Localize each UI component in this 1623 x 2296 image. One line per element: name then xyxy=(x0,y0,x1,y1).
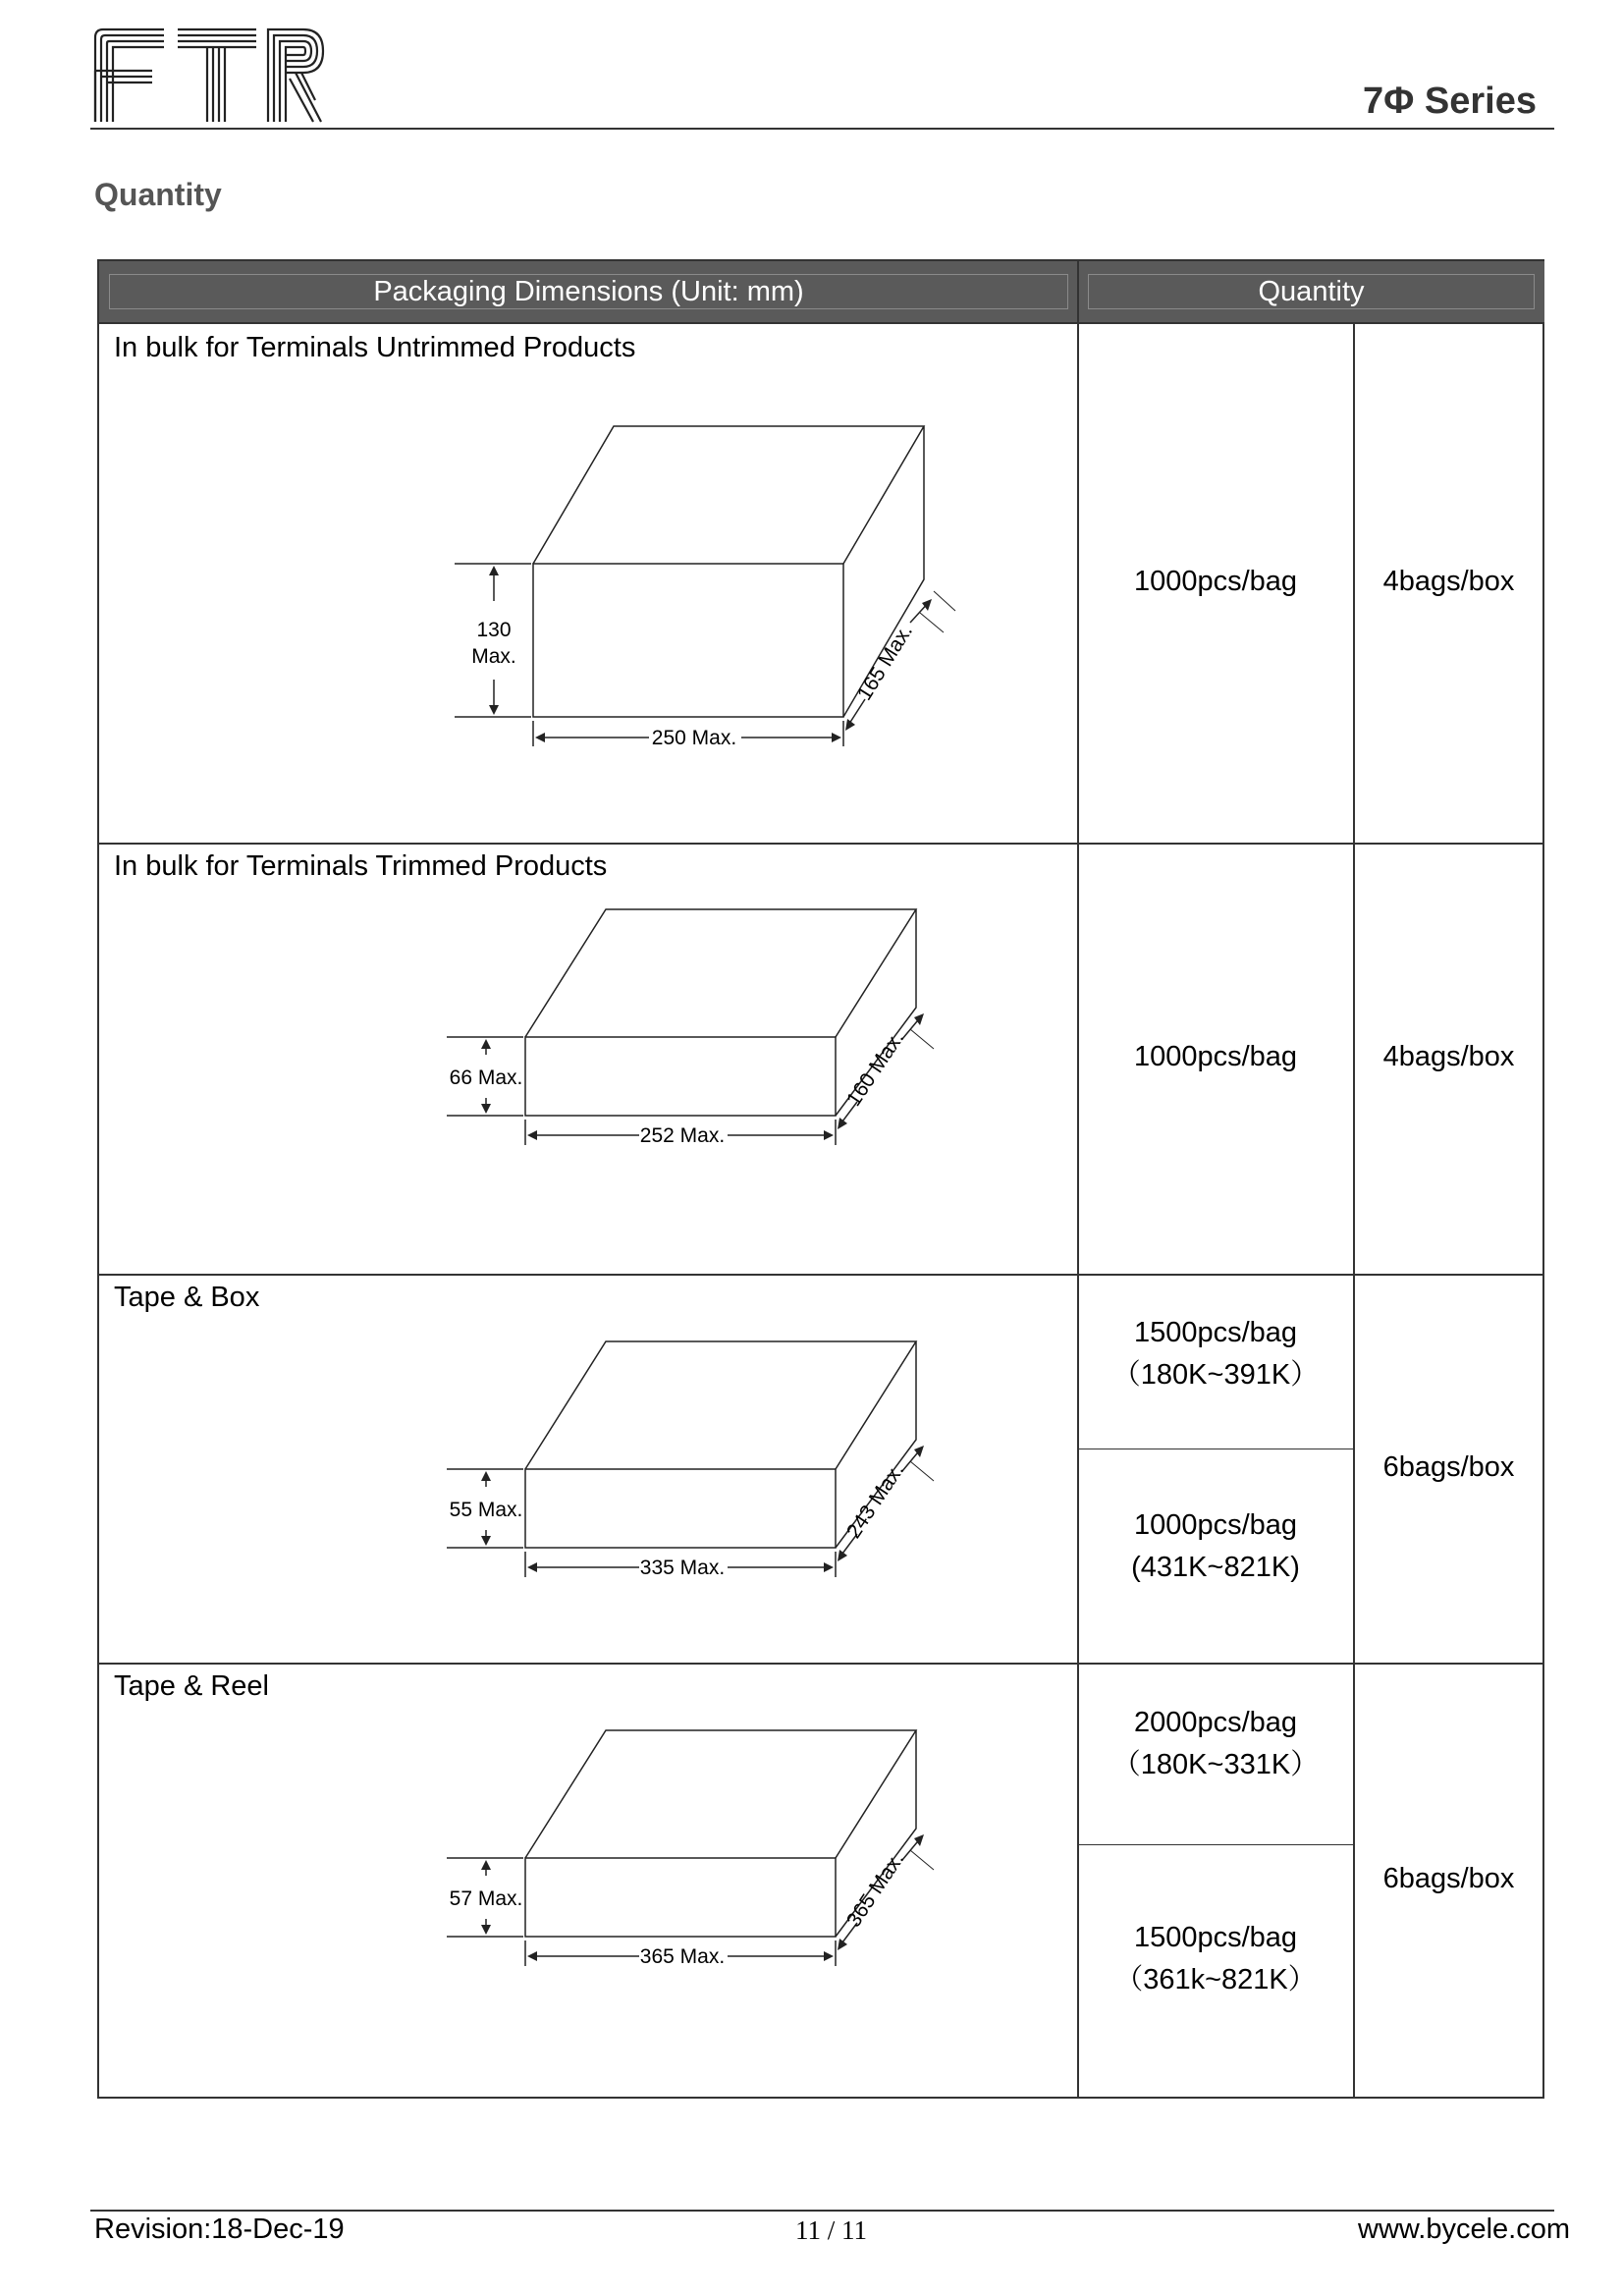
page-number: 11 / 11 xyxy=(795,2215,867,2245)
box-diagram-tape-reel xyxy=(325,1721,953,2054)
svg-text:160 Max.: 160 Max. xyxy=(841,1027,909,1111)
svg-text:130: 130 xyxy=(476,619,512,641)
website-link[interactable]: www.bycele.com xyxy=(1358,2214,1570,2245)
ftr-logo xyxy=(93,27,325,124)
svg-text:Max.: Max. xyxy=(471,645,516,668)
svg-text:243 Max.: 243 Max. xyxy=(841,1459,909,1543)
row-divider xyxy=(99,322,1544,324)
svg-text:165 Max.: 165 Max. xyxy=(852,620,918,705)
per-bag-trimmed: 1000pcs/bag xyxy=(1133,1041,1298,1072)
row-label-tape-box: Tape & Box xyxy=(114,1282,260,1313)
box-diagram-trimmed xyxy=(325,900,953,1253)
revision-date: Revision:18-Dec-19 xyxy=(94,2214,345,2245)
row-label-trimmed: In bulk for Terminals Trimmed Products xyxy=(114,850,608,882)
svg-text:365 Max.: 365 Max. xyxy=(639,1945,726,1968)
per-bag-tape-box-b: 1000pcs/bag (431K~821K) xyxy=(1131,1509,1300,1583)
per-bag-tape-reel-a: 2000pcs/bag （180K~331K） xyxy=(1111,1707,1320,1780)
series-title: 7Φ Series xyxy=(1363,81,1537,122)
svg-text:57 Max.: 57 Max. xyxy=(449,1887,523,1910)
svg-text:66 Max.: 66 Max. xyxy=(449,1066,523,1089)
svg-text:55 Max.: 55 Max. xyxy=(449,1499,523,1521)
header-divider xyxy=(90,128,1554,130)
svg-text:252 Max.: 252 Max. xyxy=(639,1124,726,1147)
box-diagram-untrimmed xyxy=(345,409,973,762)
per-bag-tape-reel-b: 1500pcs/bag （361k~821K） xyxy=(1114,1922,1317,1995)
svg-text:250 Max.: 250 Max. xyxy=(651,727,737,749)
box-diagram-tape-box xyxy=(325,1332,953,1666)
section-title: Quantity xyxy=(94,177,222,212)
per-bag-untrimmed: 1000pcs/bag xyxy=(1133,566,1298,597)
per-box-trimmed: 4bags/box xyxy=(1382,1041,1515,1072)
row-label-untrimmed: In bulk for Terminals Untrimmed Products xyxy=(114,332,636,363)
row-label-tape-reel: Tape & Reel xyxy=(114,1670,269,1702)
svg-text:365 Max.: 365 Max. xyxy=(841,1848,909,1932)
column-divider xyxy=(1077,261,1079,2099)
footer-divider xyxy=(90,2210,1554,2212)
svg-text:335 Max.: 335 Max. xyxy=(639,1557,726,1579)
sub-row-divider xyxy=(1078,1844,1354,1845)
header-dimensions: Packaging Dimensions (Unit: mm) xyxy=(99,261,1078,322)
per-box-tape-box: 6bags/box xyxy=(1382,1451,1515,1483)
per-box-untrimmed: 4bags/box xyxy=(1382,566,1515,597)
quantity-table xyxy=(97,259,1544,2099)
header-quantity: Quantity xyxy=(1078,261,1544,322)
per-bag-tape-box-a: 1500pcs/bag （180K~391K） xyxy=(1111,1317,1320,1391)
per-box-tape-reel: 6bags/box xyxy=(1382,1863,1515,1894)
row-divider xyxy=(99,1274,1544,1276)
row-divider xyxy=(99,843,1544,845)
